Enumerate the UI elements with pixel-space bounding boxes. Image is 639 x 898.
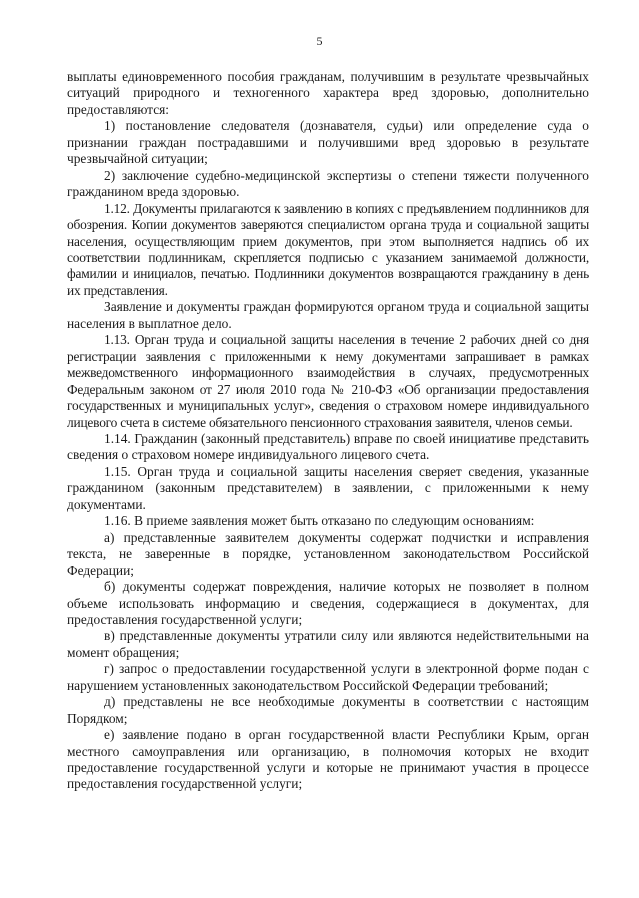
- list-item-e: е) заявление подано в орган государственной власти Республики Крым, орган местного самоуправления или организацию, в полномочия которых не входит предоставление государственной услуги и которые не принимают участия в процессе предоставления государственной услуги;: [67, 727, 589, 792]
- list-item-a: а) представленные заявителем документы содержат подчистки и исправления текста, не заверенные в порядке, установленном законодательством Российской Федерации;: [67, 529, 589, 578]
- paragraph-continuation: выплаты единовременного пособия гражданам, получившим в результате чрезвычайных ситуаций природного и техногенного характера вред здоровью, дополнительно предоставляются:: [67, 69, 589, 117]
- list-item-v: в) представленные документы утратили силу или являются недействительными на момент обращения;: [67, 628, 589, 660]
- paragraph-1-14: 1.14. Гражданин (законный представитель) вправе по своей инициативе представить сведения о страховом номере индивидуального лицевого счета.: [67, 430, 589, 463]
- paragraph-1-16: 1.16. В приеме заявления может быть отказано по следующим основаниям:: [104, 513, 535, 529]
- paragraph-1-13: 1.13. Орган труда и социальной защиты населения в течение 2 рабочих дней со дня регистрации заявления с приложенными к нему документами запрашивает в рамках межведомственного информационного взаимодействия в случаях, предусмотренных Федеральным законом от 27 июля 2010 года № 210-ФЗ «Об организации предоставления государственных и муниципальных услуг», сведения о страховом номере индивидуального лицевого счета в системе обязательного пенсионного страхования заявителя, членов семьи.: [67, 332, 589, 430]
- paragraph-case-file: Заявление и документы граждан формируются органом труда и социальной защиты населения в выплатное дело.: [67, 299, 589, 331]
- list-item-b: б) документы содержат повреждения, наличие которых не позволяет в полном объеме использовать информацию и сведения, содержащиеся в документах, для предоставления государственной услуги;: [67, 579, 589, 627]
- list-item-d: д) представлены не все необходимые документы в соответствии с настоящим Порядком;: [67, 694, 589, 726]
- list-item-g: г) запрос о предоставлении государственной услуги в электронной форме подан с нарушением установленных законодательством Российской Федерации требований;: [67, 661, 589, 693]
- document-body: [67, 69, 589, 793]
- paragraph-1-12: 1.12. Документы прилагаются к заявлению в копиях с предъявлением подлинников для обозрения. Копии документов заверяются специалистом органа труда и социальной защиты населения, осуществляющим прием документов, при этом выполняется надпись об их соответствии подлинникам, скрепляется подписью с указанием занимаемой должности, фамилии и инициалов, печатью. Подлинники документов возвращаются гражданину в день их представления.: [67, 200, 589, 298]
- paragraph-item-1: 1) постановление следователя (дознавателя, судьи) или определение суда о признании граждан пострадавшими и получившими вред здоровью в результате чрезвычайной ситуации;: [67, 118, 589, 167]
- paragraph-item-2: 2) заключение судебно-медицинской экспертизы о степени тяжести полученного гражданином вреда здоровью.: [67, 167, 589, 200]
- page-number: 5: [316, 34, 323, 48]
- paragraph-1-15: 1.15. Орган труда и социальной защиты населения сверяет сведения, указанные гражданином (законным представителем) в заявлении, с приложенными к нему документами.: [67, 463, 589, 512]
